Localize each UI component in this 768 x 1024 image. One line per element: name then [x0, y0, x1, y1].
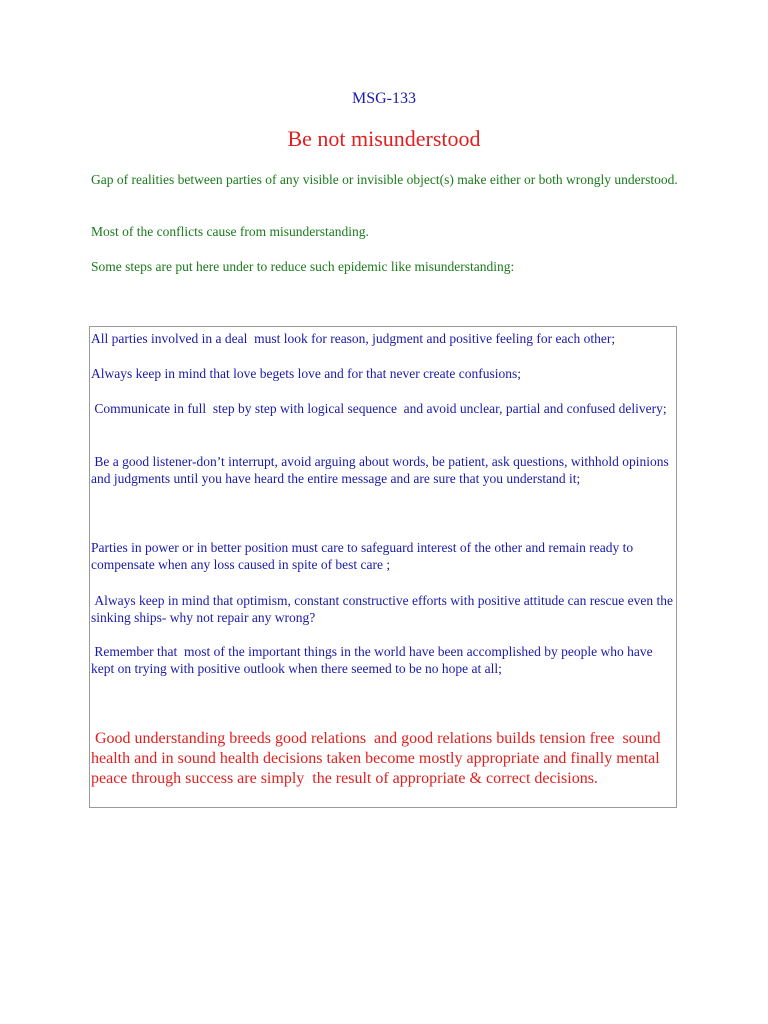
step-item: All parties involved in a deal must look for reason, judgment and positive feeling for each other; [91, 331, 616, 346]
step-item: Always keep in mind that optimism, constant constructive efforts with positive attitude can rescue even the sinking ships- why not repair any wrong? [91, 593, 677, 625]
msg-id: MSG-133 [351, 90, 416, 107]
step-item: Be a good listener-don’t interrupt, avoid arguing about words, be patient, ask questions, withhold opinions and judgments until you have heard the entire message and are sure that you understand it; [91, 454, 673, 486]
intro-paragraph-3: Some steps are put here under to reduce such epidemic like misunderstanding: [91, 259, 515, 274]
steps-box [89, 326, 677, 808]
step-item: Always keep in mind that love begets love and for that never create confusions; [91, 366, 521, 381]
intro-paragraph-2: Most of the conflicts cause from misunderstanding. [91, 224, 369, 239]
intro-paragraph-1: Gap of realities between parties of any visible or invisible object(s) make either or both wrongly understood. [91, 172, 678, 187]
step-item: Parties in power or in better position must care to safeguard interest of the other and remain ready to compensate when any loss caused in spite of best care ; [91, 540, 637, 572]
step-item: Communicate in full step by step with logical sequence and avoid unclear, partial and confused delivery; [91, 401, 667, 416]
step-item: Remember that most of the important things in the world have been accomplished by people who have kept on trying with positive outlook when there seemed to be no hope at all; [91, 644, 656, 676]
page-title: Be not misunderstood [287, 126, 481, 151]
conclusion-text: Good understanding breeds good relations and good relations builds tension free sound health and in sound health decisions taken become mostly appropriate and finally mental peace through success are simply the result of appropriate & correct decisions. [91, 730, 665, 787]
